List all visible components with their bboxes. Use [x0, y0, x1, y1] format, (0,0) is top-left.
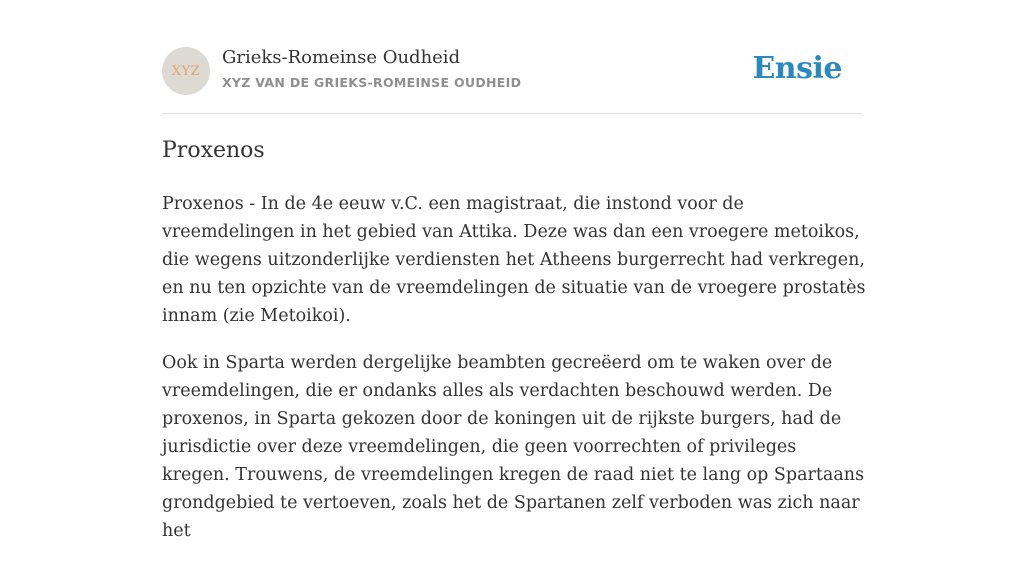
source-subtitle: XYZ VAN DE GRIEKS-ROMEINSE OUDHEID [222, 75, 522, 90]
ensie-logo-link[interactable]: Ensie [752, 51, 842, 86]
avatar[interactable] [162, 47, 210, 95]
article-paragraph: Proxenos - In de 4e eeuw v.C. een magistraat, die instond voor de vreemdelingen in het gebied van Attika. Deze was dan een vroegere metoikos, die wegens uitzonderlijke verdiensten het Atheens burgerrecht had verkregen, en nu ten opzichte van de vreemdelingen de situatie van de vroegere prostatès innam (zie Metoikoi). [162, 194, 866, 326]
article-title: Proxenos [162, 138, 265, 163]
avatar-label: XYZ [171, 63, 201, 79]
article-body [162, 190, 867, 564]
source-title-link[interactable]: Grieks-Romeinse Oudheid [222, 47, 461, 68]
article-paragraph: Ook in Sparta werden dergelijke beambten gecreëerd om te waken over de vreemdelingen, die er ondanks alles als verdachten beschouwd werden. De proxenos, in Sparta gekozen door de koningen uit de rijkste burgers, had de jurisdictie over deze vreemdelingen, die geen voorrechten of privileges kregen. Trouwens, de vreemdelingen kregen de raad niet te lang op Spartaans grondgebied te vertoeven, zoals het de Spartanen zelf verboden was zich naar het [162, 353, 865, 541]
source-header [162, 0, 862, 114]
page-container [162, 0, 866, 541]
